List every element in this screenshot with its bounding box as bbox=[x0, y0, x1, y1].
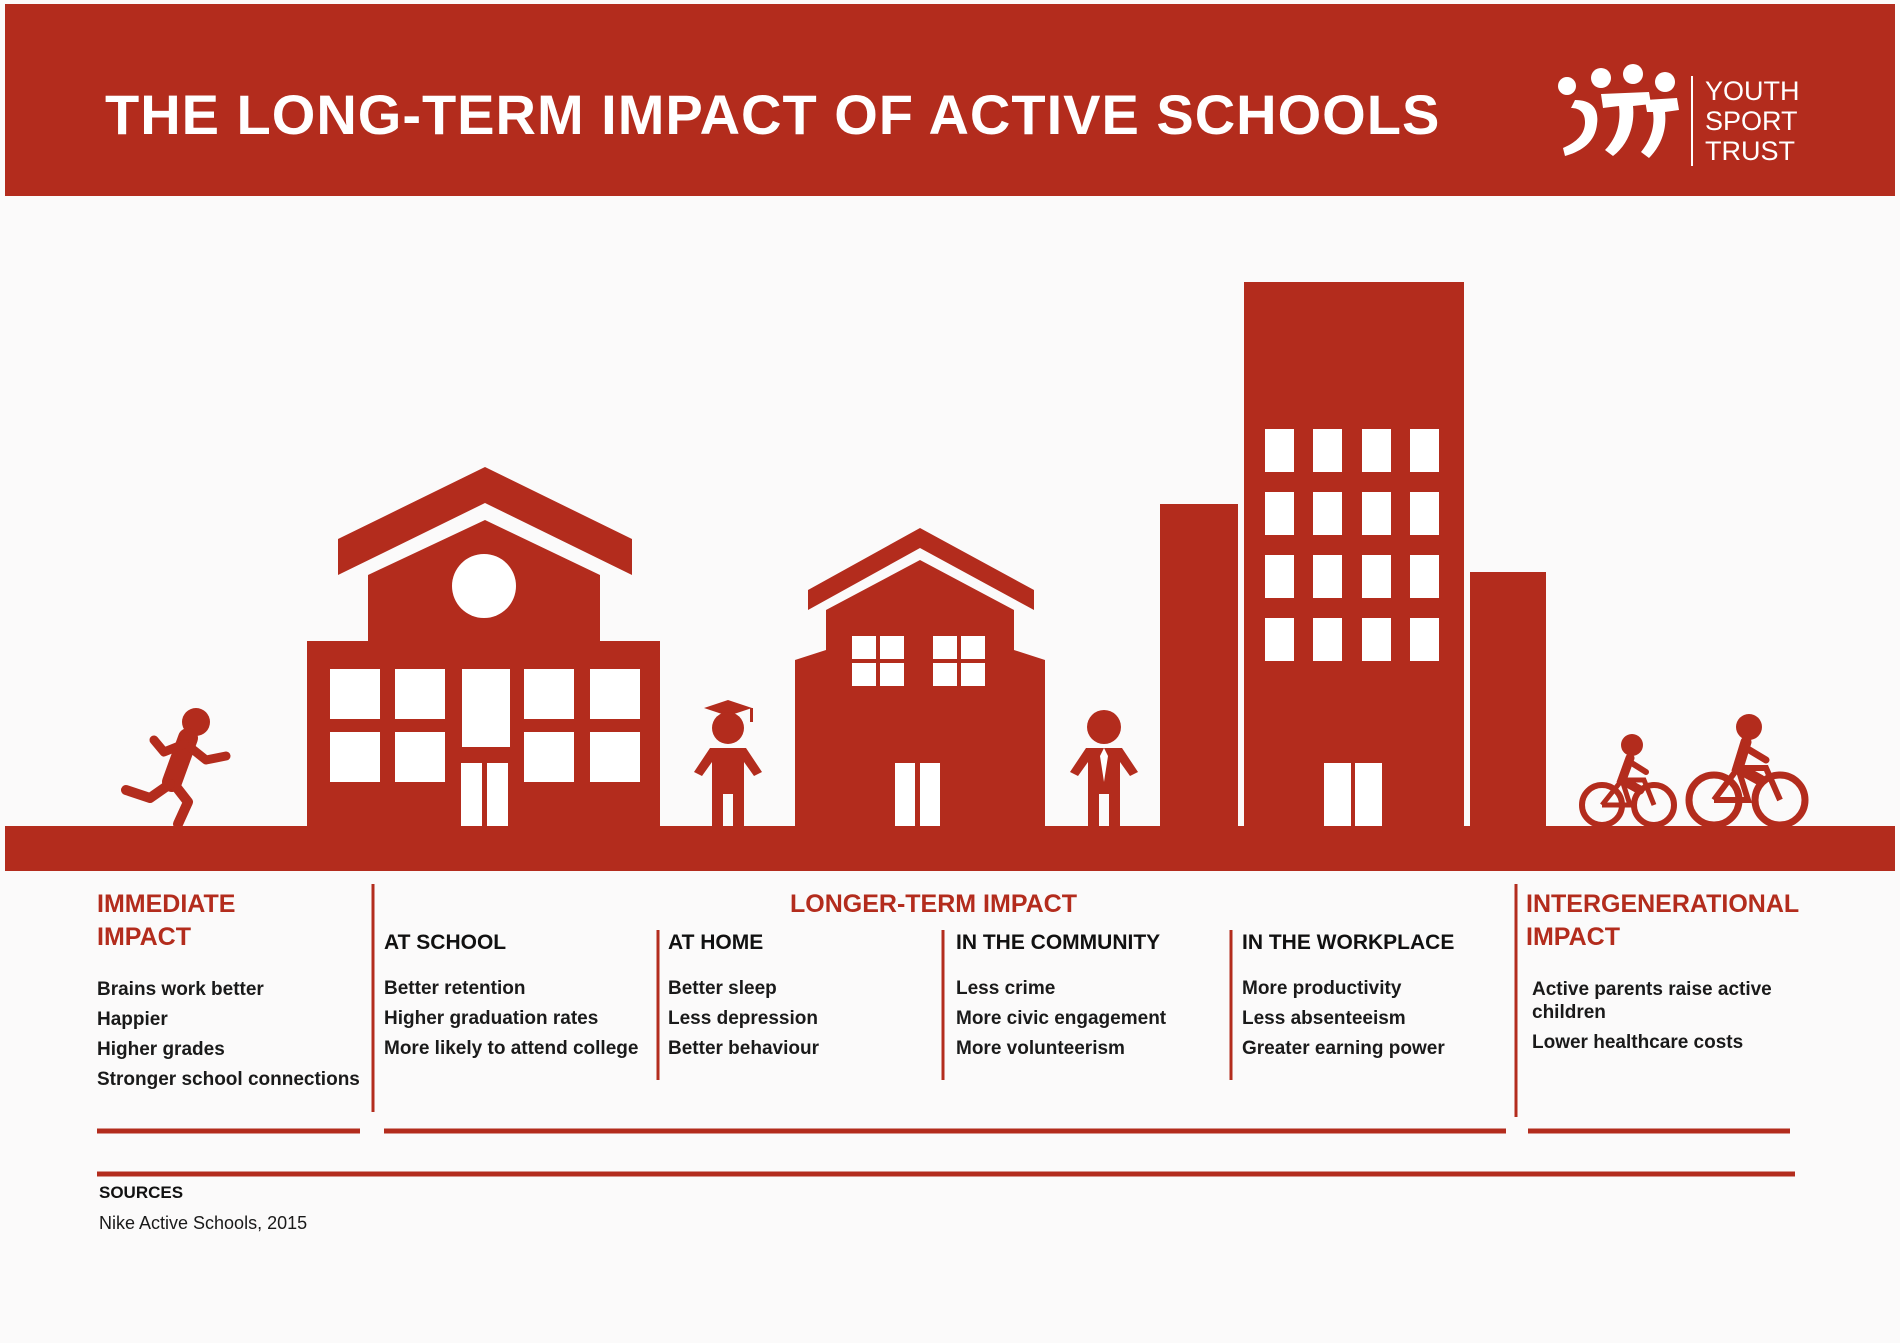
intergenerational-items bbox=[1526, 978, 1782, 1054]
group-title: AT SCHOOL bbox=[384, 931, 507, 954]
sources-text: Nike Active Schools, 2015 bbox=[99, 1213, 308, 1233]
list-item: Better sleep bbox=[668, 978, 777, 999]
group-title: IN THE COMMUNITY bbox=[956, 931, 1161, 954]
logo-line: YOUTH bbox=[1705, 76, 1800, 106]
list-item: Lower healthcare costs bbox=[1532, 1032, 1744, 1053]
house-icon bbox=[795, 528, 1045, 826]
list-item: More volunteerism bbox=[956, 1038, 1125, 1059]
heading-line: INTERGENERATIONAL bbox=[1526, 890, 1800, 918]
intergenerational-heading bbox=[1526, 888, 1816, 954]
list-item: Better retention bbox=[384, 978, 526, 999]
heading-line: IMMEDIATE bbox=[97, 890, 236, 918]
list-item: Less crime bbox=[956, 978, 1056, 999]
group-items bbox=[956, 977, 1226, 1060]
sources-heading: SOURCES bbox=[99, 1183, 184, 1202]
group-title: AT HOME bbox=[668, 931, 764, 954]
list-item: Higher grades bbox=[97, 1039, 225, 1060]
in-the-community-column bbox=[956, 930, 1226, 1067]
heading-line: IMPACT bbox=[97, 923, 191, 951]
longer-term-heading: LONGER-TERM IMPACT bbox=[790, 890, 1078, 918]
list-item: More productivity bbox=[1242, 978, 1402, 999]
immediate-heading bbox=[97, 888, 367, 954]
intergenerational-impact-column bbox=[1526, 888, 1816, 1061]
at-school-column bbox=[384, 930, 654, 1067]
list-item: Higher graduation rates bbox=[384, 1008, 599, 1029]
list-item: Better behaviour bbox=[668, 1038, 819, 1059]
running-person-icon bbox=[126, 708, 226, 824]
cyclist-icon bbox=[1689, 714, 1805, 825]
page-title: THE LONG-TERM IMPACT OF ACTIVE SCHOOLS bbox=[105, 83, 1441, 146]
at-home-column bbox=[668, 930, 938, 1067]
immediate-impact-column bbox=[97, 888, 367, 1098]
businessman-icon bbox=[1070, 710, 1138, 826]
list-item: Less absenteeism bbox=[1242, 1008, 1406, 1029]
list-item: Active parents raise active children bbox=[1532, 979, 1772, 1023]
list-item: More civic engagement bbox=[956, 1008, 1167, 1029]
group-title: IN THE WORKPLACE bbox=[1242, 931, 1455, 954]
in-the-workplace-column bbox=[1242, 930, 1512, 1067]
graduate-icon bbox=[694, 700, 762, 826]
list-item: Less depression bbox=[668, 1008, 818, 1029]
logo-line: SPORT bbox=[1705, 106, 1798, 136]
logo-line: TRUST bbox=[1705, 136, 1795, 166]
list-item: Stronger school connections bbox=[97, 1069, 360, 1090]
school-building-icon bbox=[307, 467, 660, 826]
office-buildings-icon bbox=[1160, 282, 1546, 826]
group-items bbox=[1242, 977, 1512, 1060]
ground-band bbox=[5, 826, 1895, 871]
heading-line: IMPACT bbox=[1526, 923, 1620, 951]
section-underlines bbox=[97, 1131, 1795, 1174]
immediate-items bbox=[97, 978, 367, 1091]
list-item: More likely to attend college bbox=[384, 1038, 639, 1059]
cyclist-icon bbox=[1582, 734, 1674, 825]
list-item: Happier bbox=[97, 1009, 168, 1030]
list-item: Greater earning power bbox=[1242, 1038, 1445, 1059]
group-items bbox=[384, 977, 654, 1060]
list-item: Brains work better bbox=[97, 979, 264, 1000]
group-items bbox=[668, 977, 938, 1060]
